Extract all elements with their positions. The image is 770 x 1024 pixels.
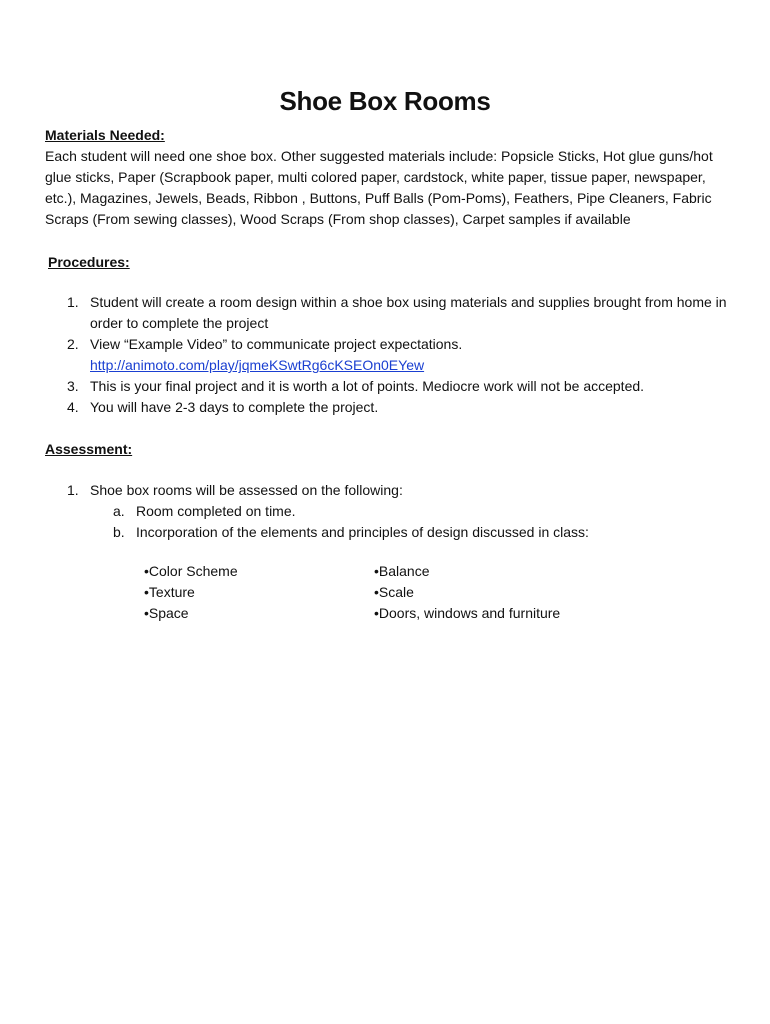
procedure-text: This is your final project and it is worth a lot of points. Mediocre work will not be accepted.: [90, 378, 645, 394]
procedure-item-4: [45, 397, 745, 418]
assessment-item-1: [45, 480, 745, 501]
list-number: 2.: [67, 336, 79, 352]
list-number: 4.: [67, 399, 79, 415]
procedure-text: You will have 2-3 days to complete the project.: [90, 399, 379, 415]
assessment-subitem-a: [45, 501, 745, 522]
assessment-list: [45, 480, 745, 543]
assessment-text: Shoe box rooms will be assessed on the following:: [90, 482, 403, 498]
procedure-text: Student will create a room design within a shoe box using materials and supplies brought from home in order to complete the project: [90, 294, 727, 331]
list-number: 3.: [67, 378, 79, 394]
criteria-item: •Doors, windows and furniture: [374, 605, 561, 621]
materials-heading: Materials Needed:: [45, 127, 165, 143]
procedure-text: View “Example Video” to communicate project expectations.: [90, 336, 471, 352]
assessment-heading: Assessment:: [45, 441, 133, 457]
example-video-link[interactable]: http://animoto.com/play/jqmeKSwtRg6cKSEOn0EYew: [90, 357, 425, 373]
criteria-column-right: [374, 561, 560, 624]
criteria-column-left: [144, 561, 238, 624]
procedure-item-3: [45, 376, 745, 397]
list-number: 1.: [67, 294, 79, 310]
page-title: Shoe Box Rooms: [279, 86, 491, 116]
assessment-subitem-b: [45, 522, 745, 543]
procedures-list: [45, 292, 745, 418]
list-letter: b.: [113, 524, 125, 540]
criteria-item: •Texture: [144, 584, 195, 600]
assessment-subtext: Room completed on time.: [136, 503, 296, 519]
criteria-item: •Color Scheme: [144, 563, 238, 579]
criteria-item: •Balance: [374, 563, 430, 579]
criteria-item: •Scale: [374, 584, 414, 600]
list-number: 1.: [67, 482, 79, 498]
criteria-item: •Space: [144, 605, 189, 621]
procedures-heading: Procedures:: [48, 254, 130, 270]
materials-paragraph: Each student will need one shoe box. Other suggested materials include: Popsicle Sticks, Hot glue guns/hot glue sticks, Paper (Scrapbook paper, multi colored paper, cardstock, white paper, tissue paper, newspaper, etc.), Magazines, Jewels, Beads, Ribbon , Buttons, Puff Balls (Pom-Poms), Feathers, Pipe Cleaners, Fabric Scraps (From sewing classes), Wood Scraps (From shop classes), Carpet samples if available: [45, 148, 713, 227]
procedure-item-1: [45, 292, 745, 334]
assessment-subtext: Incorporation of the elements and principles of design discussed in class:: [136, 524, 589, 540]
procedure-item-2: [45, 334, 745, 376]
list-letter: a.: [113, 503, 125, 519]
